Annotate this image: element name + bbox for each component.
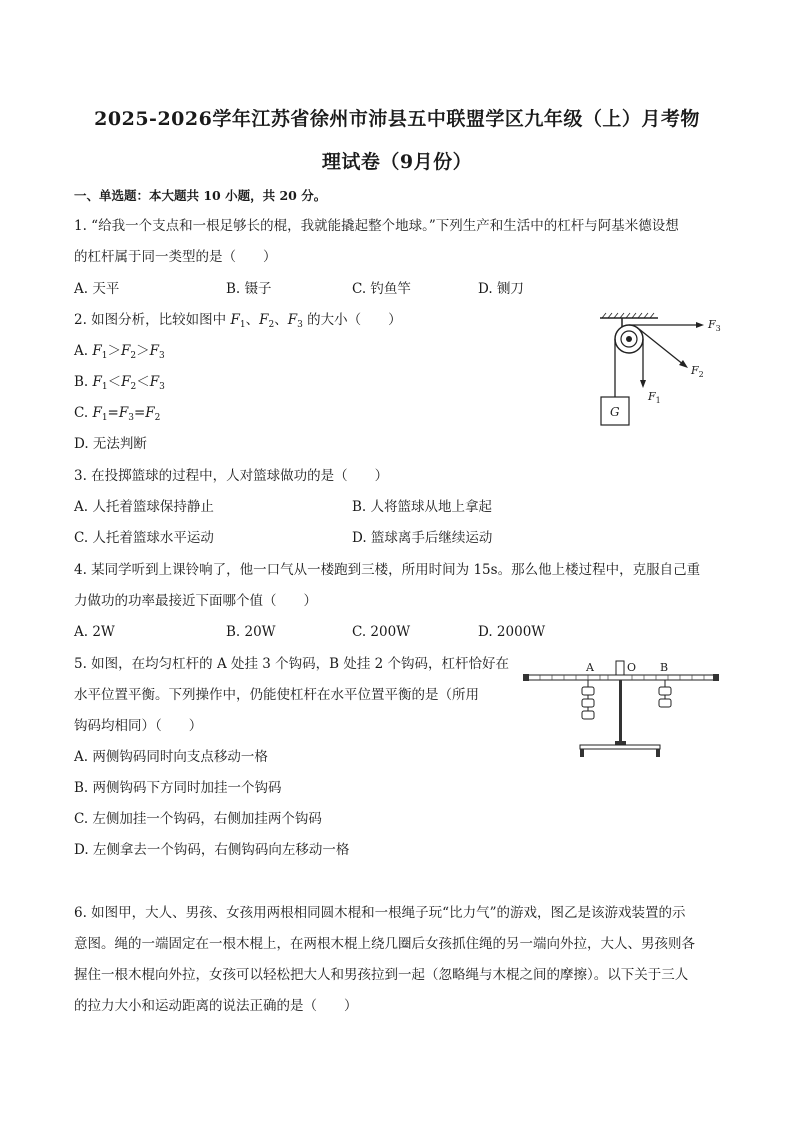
lever-left-knob bbox=[523, 674, 529, 681]
q6-stem-line-4: 的拉力大小和运动距离的说法正确的是（ ） bbox=[74, 998, 358, 1014]
q5-option-b: B. 两侧钩码下方同时加挂一个钩码 bbox=[74, 780, 282, 796]
q2-option-d: D. 无法判断 bbox=[74, 436, 147, 452]
weight-label: G bbox=[610, 405, 620, 419]
q5-stem-line-1: 5. 如图，在均匀杠杆的 A 处挂 3 个钩码，B 处挂 2 个钩码，杠杆恰好在 bbox=[74, 656, 510, 672]
q5-stem-line-2: 水平位置平衡。下列操作中，仍能使杠杆在水平位置平衡的是（所用 bbox=[74, 687, 479, 703]
stand-joint bbox=[615, 741, 626, 745]
q3-option-d: D. 篮球离手后继续运动 bbox=[352, 530, 493, 546]
q2-stem: 2. 如图分析，比较如图中 $F_1$、$F_2$、$F_3$ 的大小（ ） bbox=[74, 312, 402, 330]
section-heading: 一、单选题：本大题共 10 小题，共 20 分。 bbox=[74, 188, 327, 203]
q3-option-a: A. 人托着篮球保持静止 bbox=[74, 499, 214, 515]
stand-pole bbox=[619, 680, 622, 742]
q3-option-c: C. 人托着篮球水平运动 bbox=[74, 530, 214, 546]
q4-stem-line-2: 力做功的功率最接近下面哪个值（ ） bbox=[74, 593, 317, 609]
pivot-block bbox=[616, 661, 624, 675]
q6-stem-line-2: 意图。绳的一端固定在一根木棍上，在两根木棍上绕几圈后女孩抓住绳的另一端向外拉，大人、男孩则各 bbox=[74, 936, 695, 952]
q1-option-c: C. 钓鱼竿 bbox=[352, 281, 411, 297]
q1-option-a: A. 天平 bbox=[74, 281, 120, 297]
label-a: A bbox=[586, 661, 594, 674]
label-f3: $F_3$ bbox=[708, 318, 721, 333]
weights-at-a bbox=[582, 680, 594, 719]
q1-stem-line-1: 1. “给我一个支点和一根足够长的棍，我就能撬起整个地球。”下列生产和生活中的杠杆与阿基米德设想 bbox=[74, 218, 679, 234]
lever-bar bbox=[528, 675, 716, 680]
rope-f2 bbox=[639, 329, 684, 365]
q4-option-d: D. 2000W bbox=[478, 624, 546, 640]
q2-stem-suffix: 的大小（ ） bbox=[302, 312, 402, 328]
q4-option-b: B. 20W bbox=[226, 624, 276, 640]
exam-title-line-2: 理试卷（9月份） bbox=[321, 151, 473, 173]
lever-diagram bbox=[520, 655, 722, 760]
q6-stem-line-1: 6. 如图甲，大人、男孩、女孩用两根相同圆木棍和一根绳子玩“比力气”的游戏，图乙是该游戏装置的示 bbox=[74, 905, 686, 921]
q2-option-b: B. $F_1<F_2<F_3$ bbox=[74, 374, 165, 392]
label-b: B bbox=[660, 661, 669, 674]
stand-foot-left bbox=[580, 749, 584, 757]
weights-at-b bbox=[659, 680, 671, 707]
arrow-f2 bbox=[679, 360, 688, 368]
q5-option-d: D. 左侧拿去一个钩码，右侧钩码向左移动一格 bbox=[74, 842, 350, 858]
q5-stem-line-3: 钩码均相同）（ ） bbox=[74, 718, 203, 734]
pulley-axle bbox=[626, 336, 632, 342]
q2-stem-prefix: 2. 如图分析，比较如图中 bbox=[74, 312, 231, 328]
q5-option-a: A. 两侧钩码同时向支点移动一格 bbox=[74, 749, 268, 765]
q4-option-a: A. 2W bbox=[74, 624, 115, 640]
stand-foot-right bbox=[656, 749, 660, 757]
q2-option-c: C. $F_1=F_3=F_2$ bbox=[74, 405, 161, 423]
q6-stem-line-3: 握住一根木棍向外拉，女孩可以轻松把大人和男孩拉到一起（忽略绳与木棍之间的摩擦）。以下关于三人 bbox=[74, 967, 689, 983]
q4-option-c: C. 200W bbox=[352, 624, 411, 640]
arrow-f3 bbox=[696, 322, 704, 328]
pulley-diagram bbox=[590, 308, 730, 430]
q3-stem: 3. 在投掷篮球的过程中，人对篮球做功的是（ ） bbox=[74, 468, 389, 484]
stand-base bbox=[580, 745, 660, 749]
q4-stem-line-1: 4. 某同学听到上课铃响了，他一口气从一楼跑到三楼，所用时间为 15s。那么他上楼过程中，克服自己重 bbox=[74, 562, 701, 578]
q5-option-c: C. 左侧加挂一个钩码，右侧加挂两个钩码 bbox=[74, 811, 322, 827]
q3-option-b: B. 人将篮球从地上拿起 bbox=[352, 499, 493, 515]
q1-option-d: D. 铡刀 bbox=[478, 281, 524, 297]
q2-option-a: A. $F_1>F_2>F_3$ bbox=[74, 343, 165, 361]
label-f2: $F_2$ bbox=[691, 364, 704, 379]
label-f1: $F_1$ bbox=[648, 390, 661, 405]
q1-stem-line-2: 的杠杆属于同一类型的是（ ） bbox=[74, 249, 277, 265]
arrow-f1 bbox=[640, 380, 646, 388]
q1-option-b: B. 镊子 bbox=[226, 281, 272, 297]
exam-title-line-1: 2025-2026学年江苏省徐州市沛县五中联盟学区九年级（上）月考物 bbox=[94, 108, 700, 130]
lever-right-knob bbox=[713, 674, 719, 681]
label-o: O bbox=[627, 661, 637, 674]
